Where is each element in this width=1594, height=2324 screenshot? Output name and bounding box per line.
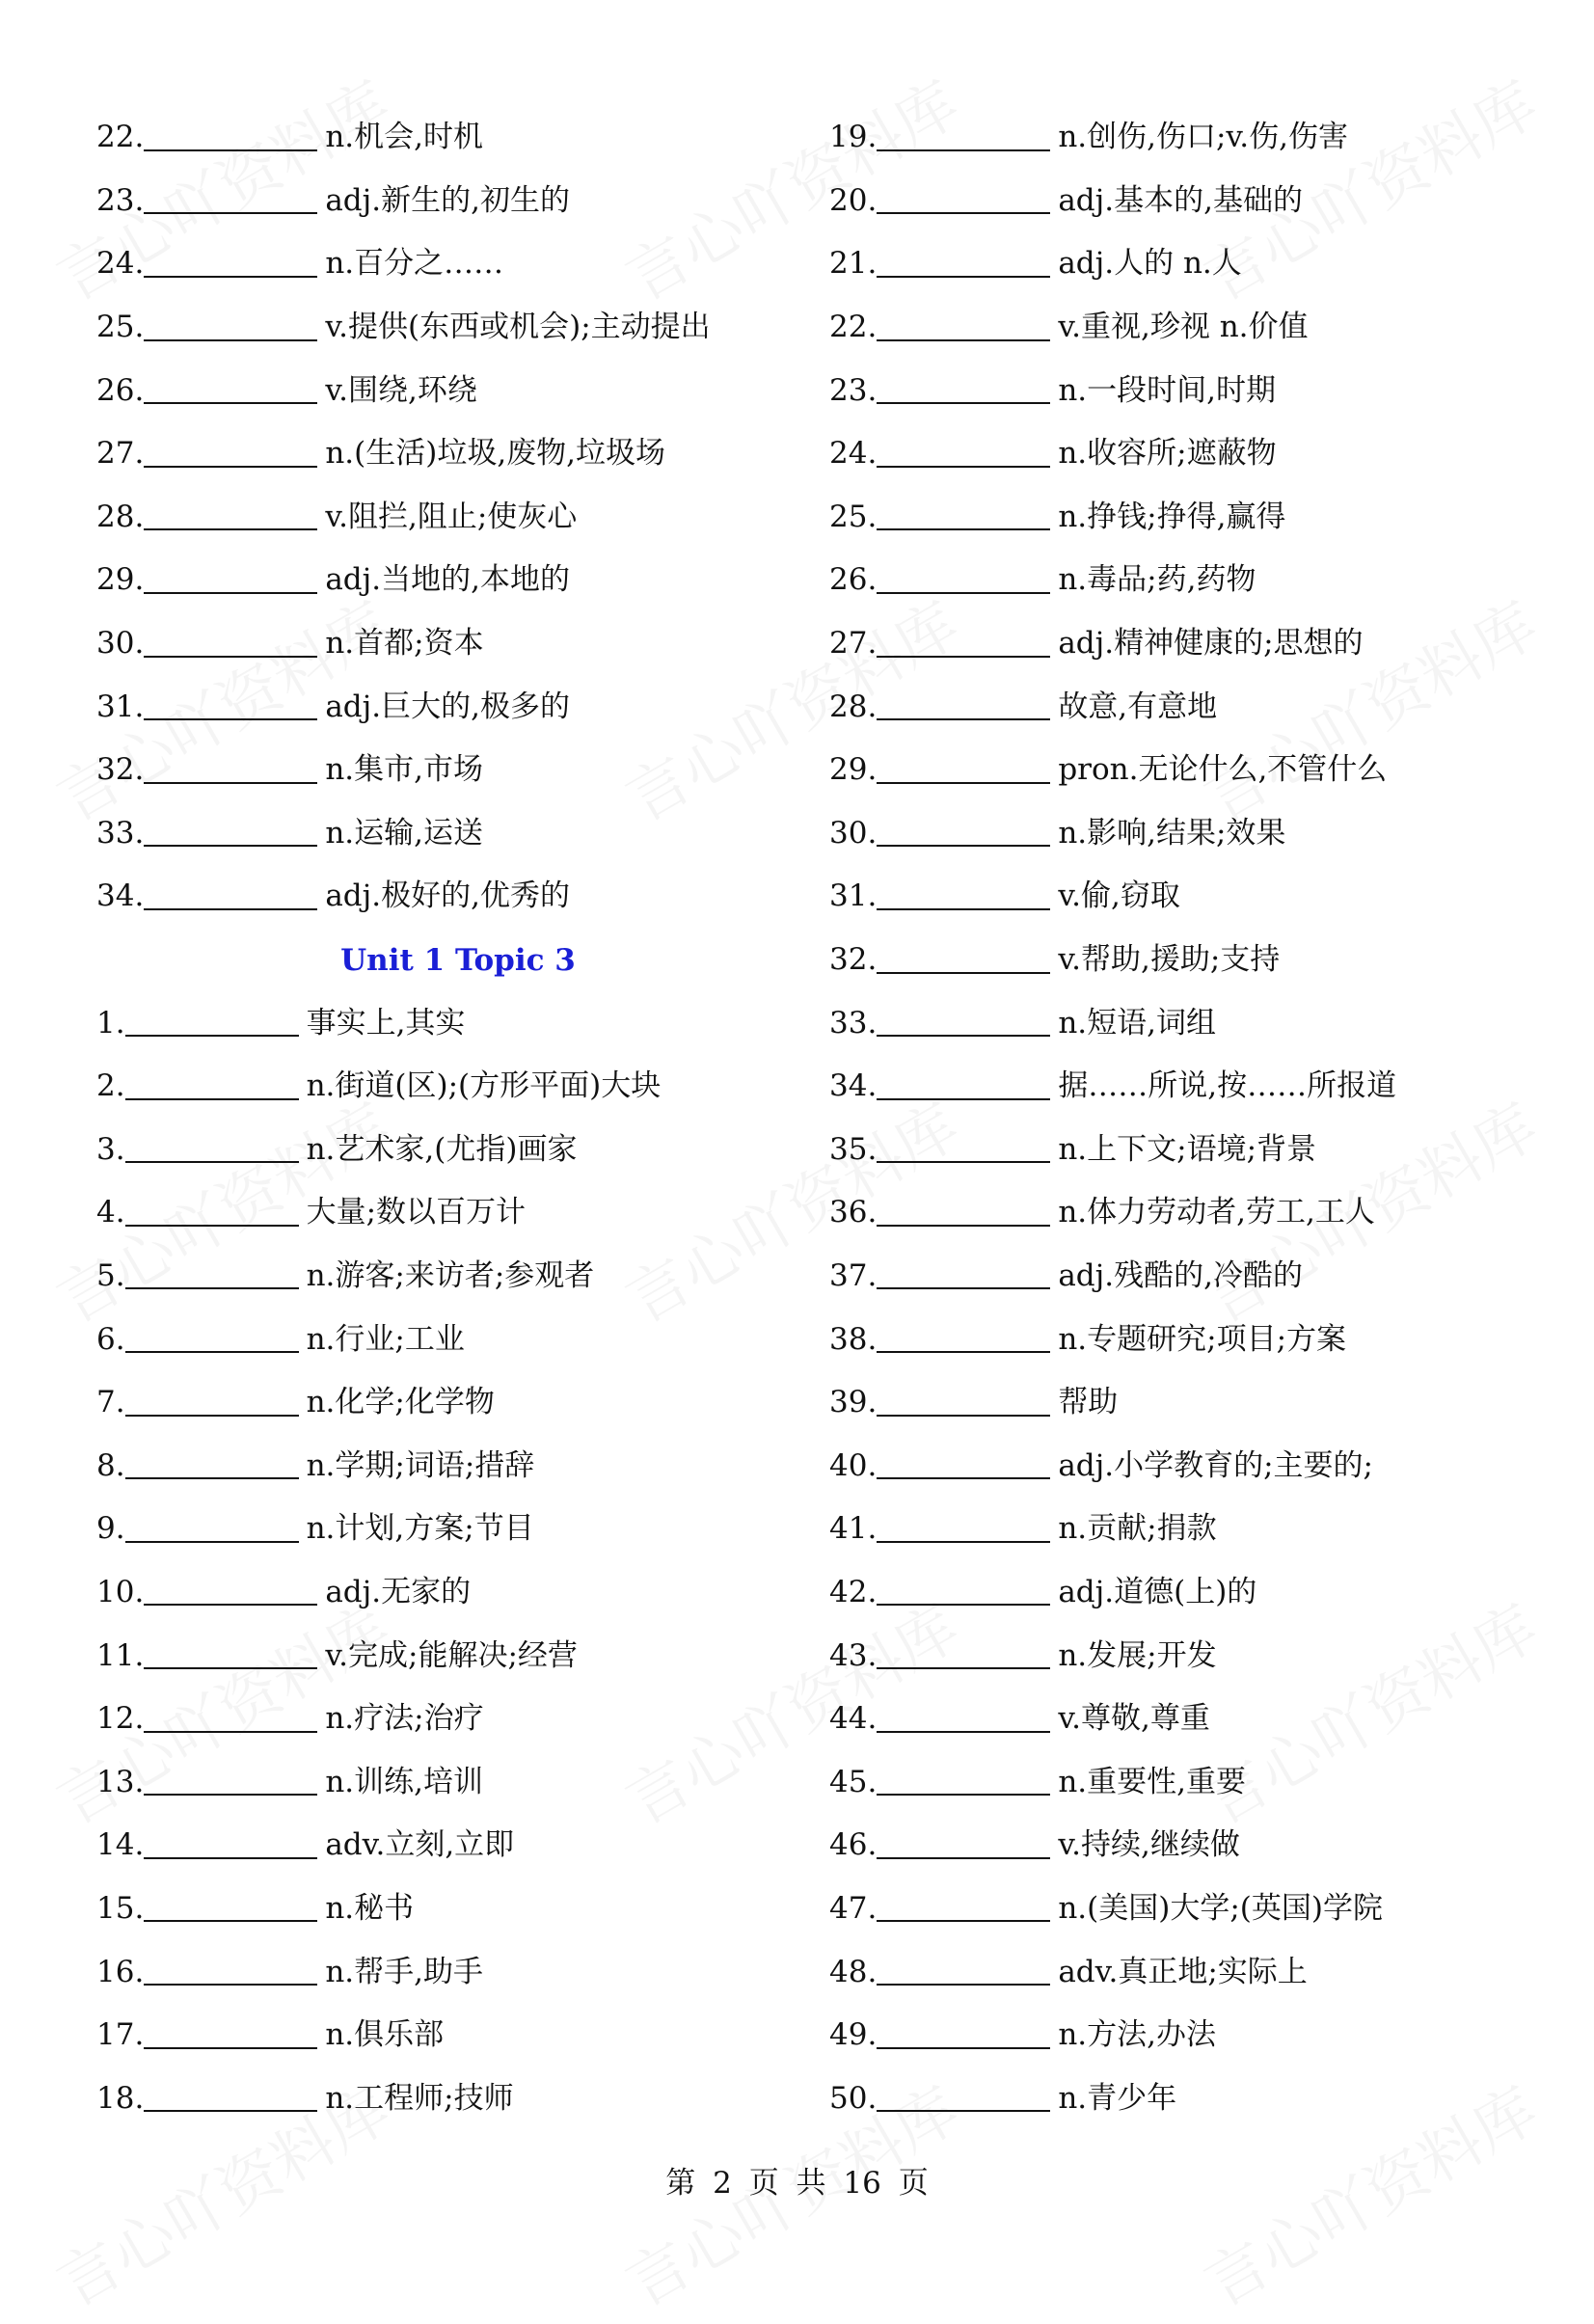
definition: n.首都;资本 <box>325 626 484 662</box>
answer-blank[interactable] <box>877 1769 1050 1796</box>
item-number: 46. <box>829 1827 878 1863</box>
item-number: 44. <box>829 1701 878 1737</box>
vocab-list-left <box>96 106 791 929</box>
definition: adj.极好的,优秀的 <box>325 878 570 914</box>
item-number: 23. <box>829 372 878 408</box>
definition: n.帮手,助手 <box>325 1954 483 1989</box>
item-number: 31. <box>96 689 145 724</box>
item-number: 37. <box>829 1257 878 1293</box>
answer-blank[interactable] <box>877 1390 1050 1417</box>
answer-blank[interactable] <box>125 1073 299 1100</box>
answer-blank[interactable] <box>144 883 317 910</box>
definition: n.俱乐部 <box>325 2017 445 2053</box>
vocab-row <box>829 1371 1524 1435</box>
answer-blank[interactable] <box>877 1010 1050 1037</box>
item-number: 17. <box>96 2017 145 2053</box>
answer-blank[interactable] <box>877 757 1050 784</box>
answer-blank[interactable] <box>877 820 1050 847</box>
definition: n.一段时间,时期 <box>1058 372 1276 408</box>
item-number: 48. <box>829 1954 878 1989</box>
vocab-row <box>96 865 791 929</box>
answer-blank[interactable] <box>877 1706 1050 1733</box>
definition: n.方法,办法 <box>1058 2017 1216 2053</box>
answer-blank[interactable] <box>877 441 1050 468</box>
vocab-row <box>96 739 791 802</box>
vocab-row <box>96 1688 791 1751</box>
definition: n.毒品;药,药物 <box>1058 562 1256 598</box>
answer-blank[interactable] <box>144 1706 317 1733</box>
definition: n.挣钱;挣得,赢得 <box>1058 499 1286 534</box>
vocab-row <box>829 675 1524 739</box>
vocab-row <box>829 1814 1524 1878</box>
definition: n.运输,运送 <box>325 815 483 851</box>
vocab-row <box>829 1624 1524 1688</box>
definition: 据……所说,按……所报道 <box>1058 1068 1397 1104</box>
definition: v.重视,珍视 n.价值 <box>1058 310 1309 345</box>
definition: n.化学;化学物 <box>306 1385 495 1420</box>
vocab-row <box>96 170 791 233</box>
answer-blank[interactable] <box>144 693 317 720</box>
item-number: 5. <box>96 1257 125 1293</box>
item-number: 7. <box>96 1385 125 1420</box>
definition: n.游客;来访者;参观者 <box>306 1257 595 1293</box>
item-number: 34. <box>829 1068 878 1104</box>
vocab-row <box>96 359 791 422</box>
item-number: 36. <box>829 1195 878 1230</box>
item-number: 1. <box>96 1005 125 1040</box>
item-number: 2. <box>96 1068 125 1104</box>
definition: v.尊敬,尊重 <box>1058 1701 1210 1737</box>
definition: adv.立刻,立即 <box>325 1827 515 1863</box>
answer-blank[interactable] <box>877 1895 1050 1922</box>
item-number: 27. <box>829 626 878 662</box>
definition: adj.当地的,本地的 <box>325 562 570 598</box>
item-number: 40. <box>829 1447 878 1483</box>
item-number: 29. <box>96 562 145 598</box>
item-number: 19. <box>829 120 878 155</box>
page-footer: 第 2 页 共 16 页 <box>665 2166 929 2201</box>
item-number: 26. <box>96 372 145 408</box>
vocab-row <box>96 1624 791 1688</box>
definition: v.提供(东西或机会);主动提出 <box>325 310 711 345</box>
definition: n.重要性,重要 <box>1058 1764 1246 1799</box>
definition: v.持续,继续做 <box>1058 1827 1240 1863</box>
item-number: 16. <box>96 1954 145 1989</box>
vocab-row <box>829 1245 1524 1309</box>
answer-blank[interactable] <box>877 883 1050 910</box>
answer-blank[interactable] <box>877 124 1050 151</box>
answer-blank[interactable] <box>877 503 1050 530</box>
vocab-row <box>96 802 791 866</box>
vocab-row <box>829 1750 1524 1814</box>
definition: n.体力劳动者,劳工,工人 <box>1058 1195 1375 1230</box>
definition: adj.无家的 <box>325 1574 472 1609</box>
answer-blank[interactable] <box>877 1516 1050 1543</box>
vocab-row <box>829 1498 1524 1561</box>
vocab-row <box>96 232 791 296</box>
answer-blank[interactable] <box>144 2022 317 2049</box>
vocab-row <box>829 486 1524 550</box>
definition: n.计划,方案;节目 <box>306 1511 534 1547</box>
item-number: 23. <box>96 182 145 218</box>
answer-blank[interactable] <box>877 631 1050 658</box>
answer-blank[interactable] <box>877 567 1050 594</box>
answer-blank[interactable] <box>877 1579 1050 1606</box>
item-number: 11. <box>96 1637 145 1673</box>
item-number: 43. <box>829 1637 878 1673</box>
definition: n.街道(区);(方形平面)大块 <box>306 1068 662 1104</box>
vocab-row <box>829 1940 1524 2004</box>
answer-blank[interactable] <box>877 187 1050 214</box>
vocab-row <box>829 170 1524 233</box>
definition: 大量;数以百万计 <box>306 1195 527 1230</box>
answer-blank[interactable] <box>144 2085 317 2112</box>
item-number: 32. <box>96 752 145 788</box>
item-number: 47. <box>829 1890 878 1926</box>
vocab-row <box>96 1750 791 1814</box>
definition: v.围绕,环绕 <box>325 372 477 408</box>
item-number: 14. <box>96 1827 145 1863</box>
answer-blank[interactable] <box>877 377 1050 404</box>
vocab-row <box>829 2004 1524 2067</box>
vocab-row <box>829 106 1524 170</box>
item-number: 33. <box>829 1005 878 1040</box>
item-number: 18. <box>96 2080 145 2116</box>
vocab-row <box>96 1245 791 1309</box>
item-number: 39. <box>829 1385 878 1420</box>
item-number: 33. <box>96 815 145 851</box>
vocab-row <box>829 1181 1524 1245</box>
definition: n.艺术家,(尤指)画家 <box>306 1131 578 1167</box>
answer-blank[interactable] <box>144 757 317 784</box>
vocab-row <box>829 296 1524 360</box>
item-number: 6. <box>96 1321 125 1357</box>
vocab-row <box>96 106 791 170</box>
answer-blank[interactable] <box>125 1010 299 1037</box>
item-number: 8. <box>96 1447 125 1483</box>
answer-blank[interactable] <box>144 820 317 847</box>
item-number: 28. <box>829 689 878 724</box>
vocab-row <box>96 1814 791 1878</box>
definition: n.秘书 <box>325 1890 415 1926</box>
vocab-row <box>829 991 1524 1055</box>
definition: n.发展;开发 <box>1058 1637 1217 1673</box>
vocab-row <box>829 1561 1524 1625</box>
vocab-row <box>96 612 791 676</box>
answer-blank[interactable] <box>877 1073 1050 1100</box>
answer-blank[interactable] <box>144 377 317 404</box>
definition: n.短语,词组 <box>1058 1005 1216 1040</box>
item-number: 30. <box>96 626 145 662</box>
definition: n.学期;词语;措辞 <box>306 1447 535 1483</box>
vocab-row <box>829 865 1524 929</box>
vocab-row <box>829 1434 1524 1498</box>
item-number: 38. <box>829 1321 878 1357</box>
item-number: 45. <box>829 1764 878 1799</box>
vocab-row <box>96 1561 791 1625</box>
answer-blank[interactable] <box>144 1769 317 1796</box>
item-number: 15. <box>96 1890 145 1926</box>
answer-blank[interactable] <box>144 1642 317 1669</box>
item-number: 13. <box>96 1764 145 1799</box>
definition: 帮助 <box>1058 1385 1119 1420</box>
answer-blank[interactable] <box>144 631 317 658</box>
answer-blank[interactable] <box>125 1262 299 1289</box>
vocab-row <box>96 1371 791 1435</box>
answer-blank[interactable] <box>144 187 317 214</box>
item-number: 22. <box>96 120 145 155</box>
definition: adj.道德(上)的 <box>1058 1574 1257 1609</box>
definition: v.偷,窃取 <box>1058 878 1180 914</box>
definition: n.工程师;技师 <box>325 2080 514 2116</box>
vocab-row <box>829 1055 1524 1119</box>
item-number: 31. <box>829 878 878 914</box>
item-number: 24. <box>96 246 145 282</box>
definition: n.创伤,伤口;v.伤,伤害 <box>1058 120 1348 155</box>
vocab-row <box>96 1119 791 1182</box>
item-number: 34. <box>96 878 145 914</box>
answer-blank[interactable] <box>877 693 1050 720</box>
vocab-row <box>96 1498 791 1561</box>
answer-blank[interactable] <box>125 1390 299 1417</box>
item-number: 12. <box>96 1701 145 1737</box>
definition: 事实上,其实 <box>306 1005 466 1040</box>
item-number: 21. <box>829 246 878 282</box>
answer-blank[interactable] <box>125 1452 299 1479</box>
answer-blank[interactable] <box>144 1895 317 1922</box>
item-number: 29. <box>829 752 878 788</box>
item-number: 24. <box>829 436 878 472</box>
item-number: 22. <box>829 310 878 345</box>
answer-blank[interactable] <box>144 314 317 341</box>
item-number: 35. <box>829 1131 878 1167</box>
answer-blank[interactable] <box>125 1516 299 1543</box>
definition: adj.精神健康的;思想的 <box>1058 626 1364 662</box>
definition: n.专题研究;项目;方案 <box>1058 1321 1347 1357</box>
definition: adj.基本的,基础的 <box>1058 182 1303 218</box>
vocab-row <box>829 549 1524 612</box>
vocab-list-right <box>829 106 1524 2130</box>
definition: n.训练,培训 <box>325 1764 483 1799</box>
definition: n.青少年 <box>1058 2080 1177 2116</box>
definition: adv.真正地;实际上 <box>1058 1954 1308 1989</box>
vocab-row <box>96 1940 791 2004</box>
item-number: 3. <box>96 1131 125 1167</box>
definition: pron.无论什么,不管什么 <box>1058 752 1388 788</box>
item-number: 4. <box>96 1195 125 1230</box>
answer-blank[interactable] <box>144 441 317 468</box>
answer-blank[interactable] <box>877 1200 1050 1227</box>
answer-blank[interactable] <box>877 1452 1050 1479</box>
vocab-row <box>96 1878 791 1941</box>
definition: v.帮助,援助;支持 <box>1058 942 1281 978</box>
answer-blank[interactable] <box>877 1262 1050 1289</box>
right-column <box>829 106 1524 2130</box>
answer-blank[interactable] <box>144 503 317 530</box>
vocab-row <box>96 2004 791 2067</box>
vocab-row <box>96 296 791 360</box>
vocab-row <box>96 422 791 486</box>
vocab-list-topic3 <box>96 991 791 2130</box>
vocab-row <box>96 1055 791 1119</box>
item-number: 26. <box>829 562 878 598</box>
answer-blank[interactable] <box>144 124 317 151</box>
vocab-row <box>96 1181 791 1245</box>
definition: adj.人的 n.人 <box>1058 246 1242 282</box>
definition: n.(生活)垃圾,废物,垃圾场 <box>325 436 666 472</box>
vocab-row <box>829 802 1524 866</box>
vocab-row <box>829 739 1524 802</box>
definition: n.行业;工业 <box>306 1321 465 1357</box>
vocab-row <box>96 486 791 550</box>
definition: n.贡献;捐款 <box>1058 1511 1217 1547</box>
answer-blank[interactable] <box>877 1832 1050 1859</box>
vocab-row <box>96 991 791 1055</box>
definition: 故意,有意地 <box>1058 689 1218 724</box>
answer-blank[interactable] <box>877 1136 1050 1163</box>
item-number: 42. <box>829 1574 878 1609</box>
answer-blank[interactable] <box>877 1326 1050 1353</box>
item-number: 10. <box>96 1574 145 1609</box>
definition: v.完成;能解决;经营 <box>325 1637 578 1673</box>
item-number: 28. <box>96 499 145 534</box>
left-column <box>96 106 791 2130</box>
vocab-row <box>829 359 1524 422</box>
definition: n.百分之…… <box>325 246 504 282</box>
vocab-row <box>829 2067 1524 2130</box>
item-number: 9. <box>96 1511 125 1547</box>
vocab-row <box>829 1308 1524 1371</box>
vocab-row <box>829 929 1524 992</box>
definition: n.(美国)大学;(英国)学院 <box>1058 1890 1383 1926</box>
definition: adj.巨大的,极多的 <box>325 689 570 724</box>
answer-blank[interactable] <box>144 1579 317 1606</box>
item-number: 32. <box>829 942 878 978</box>
definition: n.疗法;治疗 <box>325 1701 484 1737</box>
vocab-row <box>96 549 791 612</box>
answer-blank[interactable] <box>125 1136 299 1163</box>
definition: adj.小学教育的;主要的; <box>1058 1447 1373 1483</box>
definition: adj.残酷的,冷酷的 <box>1058 1257 1303 1293</box>
definition: n.影响,结果;效果 <box>1058 815 1286 851</box>
item-number: 20. <box>829 182 878 218</box>
answer-blank[interactable] <box>144 567 317 594</box>
item-number: 25. <box>829 499 878 534</box>
definition: n.收容所;遮蔽物 <box>1058 436 1277 472</box>
vocab-row <box>96 675 791 739</box>
answer-blank[interactable] <box>877 1642 1050 1669</box>
definition: n.机会,时机 <box>325 120 483 155</box>
vocab-row <box>829 1688 1524 1751</box>
item-number: 50. <box>829 2080 878 2116</box>
vocab-row <box>829 232 1524 296</box>
vocab-row <box>96 2067 791 2130</box>
answer-blank[interactable] <box>125 1200 299 1227</box>
vocab-row <box>829 1119 1524 1182</box>
answer-blank[interactable] <box>144 251 317 278</box>
definition: adj.新生的,初生的 <box>325 182 570 218</box>
answer-blank[interactable] <box>125 1326 299 1353</box>
definition: n.上下文;语境;背景 <box>1058 1131 1317 1167</box>
item-number: 41. <box>829 1511 878 1547</box>
vocab-row <box>96 1434 791 1498</box>
answer-blank[interactable] <box>144 1959 317 1986</box>
answer-blank[interactable] <box>877 314 1050 341</box>
item-number: 49. <box>829 2017 878 2053</box>
answer-blank[interactable] <box>877 947 1050 974</box>
vocab-row <box>829 422 1524 486</box>
vocab-row <box>96 1308 791 1371</box>
definition: n.集市,市场 <box>325 752 483 788</box>
definition: v.阻拦,阻止;使灰心 <box>325 499 578 534</box>
answer-blank[interactable] <box>877 2022 1050 2049</box>
answer-blank[interactable] <box>877 1959 1050 1986</box>
answer-blank[interactable] <box>144 1832 317 1859</box>
item-number: 30. <box>829 815 878 851</box>
answer-blank[interactable] <box>877 2085 1050 2112</box>
item-number: 27. <box>96 436 145 472</box>
item-number: 25. <box>96 310 145 345</box>
vocab-row <box>829 612 1524 676</box>
vocab-row <box>829 1878 1524 1941</box>
answer-blank[interactable] <box>877 251 1050 278</box>
section-title: Unit 1 Topic 3 <box>340 942 576 978</box>
